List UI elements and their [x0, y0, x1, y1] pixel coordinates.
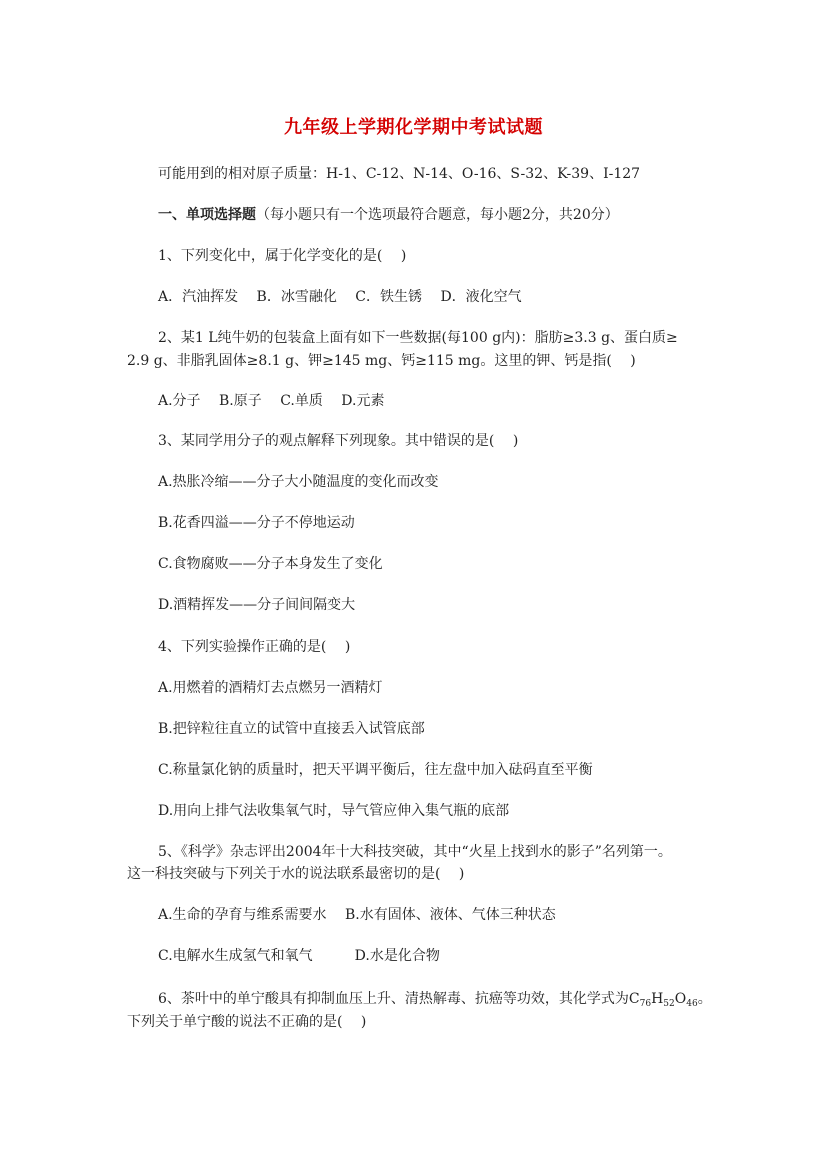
section-title: 一、单项选择题: [158, 207, 256, 223]
q6-text-o: O: [674, 991, 687, 1007]
question-3-option-d: D.酒精挥发——分子间间隔变大: [158, 597, 356, 613]
question-5-options-cd: C.电解水生成氢气和氧气 D.水是化合物: [158, 948, 440, 964]
question-2-stem-line1: 2、某1 L纯牛奶的包装盒上面有如下一些数据(每100 g内)：脂肪≥3.3 g、蛋白质≥: [158, 330, 678, 346]
q6-sub-h: 52: [663, 999, 675, 1009]
question-5-stem-line1: 5、《科学》杂志评出2004年十大科技突破，其中“火星上找到水的影子”名列第一。: [158, 844, 672, 860]
section-note: （每小题只有一个选项最符合题意，每小题2分，共20分）: [256, 207, 619, 223]
question-3-stem: 3、某同学用分子的观点解释下列现象。其中错误的是( ): [158, 433, 519, 449]
question-3-option-a: A.热胀冷缩——分子大小随温度的变化而改变: [158, 474, 439, 490]
question-6-stem-line1: [158, 989, 712, 1009]
question-5-options-ab: A.生命的孕育与维系需要水 B.水有固体、液体、气体三种状态: [158, 907, 556, 923]
question-5-stem-line2: 这一科技突破与下列关于水的说法联系最密切的是( ): [127, 866, 465, 882]
question-6-stem-line2: 下列关于单宁酸的说法不正确的是( ): [127, 1014, 367, 1030]
question-4-option-a: A.用燃着的酒精灯去点燃另一酒精灯: [158, 680, 383, 696]
question-2-stem-line2: 2.9 g、非脂乳固体≥8.1 g、钾≥145 mg、钙≥115 mg。这里的钾、钙是指( ): [127, 353, 636, 369]
question-1-stem: 1、下列变化中，属于化学变化的是( ): [158, 248, 407, 264]
atomic-mass-line: 可能用到的相对原子质量：H-1、C-12、N-14、O-16、S-32、K-39、I-127: [158, 166, 641, 182]
q6-text-post: 。: [697, 991, 712, 1007]
question-4-option-c: C.称量氯化钠的质量时，把天平调平衡后，往左盘中加入砝码直至平衡: [158, 762, 593, 778]
question-2-options: A.分子 B.原子 C.单质 D.元素: [158, 393, 385, 409]
q6-text-h: H: [651, 991, 664, 1007]
question-4-option-b: B.把锌粒往直立的试管中直接丢入试管底部: [158, 721, 425, 737]
section-heading: [158, 205, 619, 225]
question-3-option-b: B.花香四溢——分子不停地运动: [158, 515, 355, 531]
q6-text-pre: 6、茶叶中的单宁酸具有抑制血压上升、清热解毒、抗癌等功效，其化学式为C: [158, 991, 640, 1007]
q6-sub-o: 46: [686, 999, 698, 1009]
page-title: 九年级上学期化学期中考试试题: [284, 117, 543, 138]
question-3-option-c: C.食物腐败——分子本身发生了变化: [158, 556, 383, 572]
question-4-stem: 4、下列实验操作正确的是( ): [158, 639, 351, 655]
question-4-option-d: D.用向上排气法收集氧气时，导气管应伸入集气瓶的底部: [158, 803, 510, 819]
q6-sub-c: 76: [639, 999, 652, 1009]
question-1-options: A．汽油挥发 B．冰雪融化 C．铁生锈 D．液化空气: [158, 289, 522, 305]
